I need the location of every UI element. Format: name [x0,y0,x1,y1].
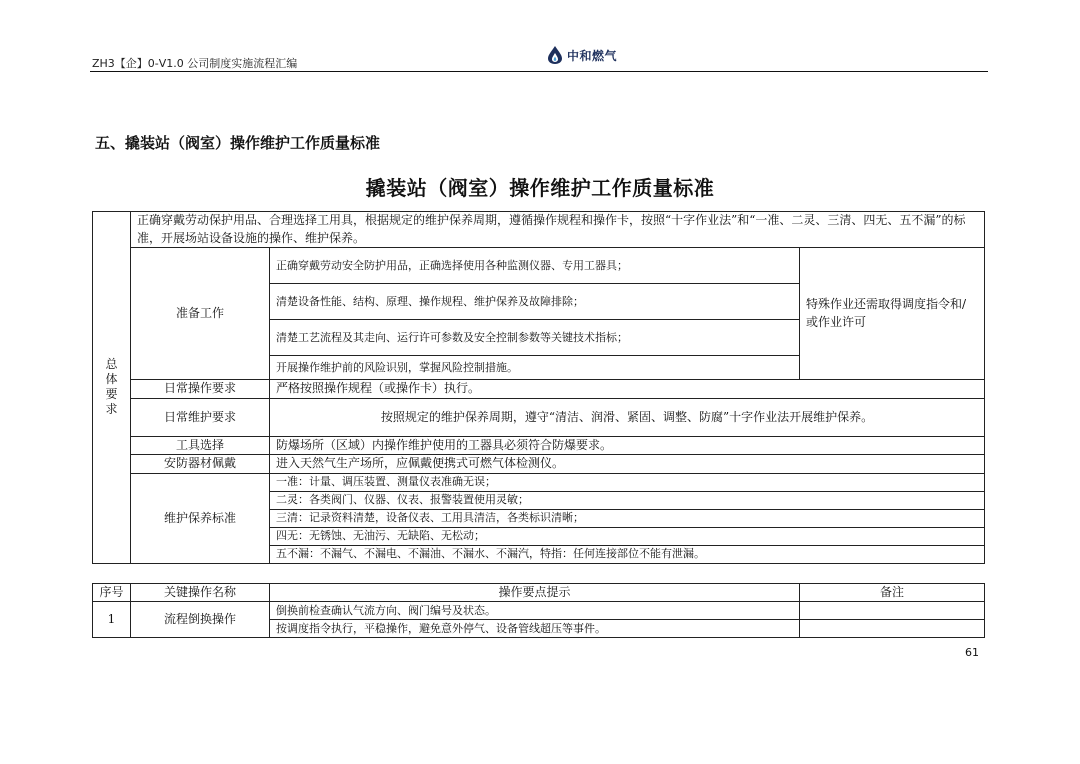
standards-table [92,211,985,564]
col-header-name: 关键操作名称 [131,584,270,602]
tools-text: 防爆场所（区域）内操作维护使用的工器具必须符合防爆要求。 [270,437,985,455]
header-doc-code: ZH3【企】0-V1.0 公司制度实施流程汇编 [92,57,298,70]
logo-text: 中和燃气 [567,48,618,63]
row-operation-name: 流程倒换操作 [131,602,270,638]
daily-op-text: 严格按照操作规程（或操作卡）执行。 [270,380,985,399]
row-point-1: 倒换前检查确认气流方向、阀门编号及状态。 [270,602,800,620]
col-header-notes: 备注 [800,584,985,602]
col-header-no: 序号 [93,584,131,602]
prep-item-2: 清楚设备性能、结构、原理、操作规程、维护保养及故障排除； [270,284,800,320]
maint-std-item-4: 四无：无锈蚀、无油污、无缺陷、无松动； [270,527,985,545]
prep-item-1: 正确穿戴劳动安全防护用品，正确选择使用各种监测仪器、专用工器具； [270,248,800,284]
col-header-points: 操作要点提示 [270,584,800,602]
daily-maint-label: 日常维护要求 [131,399,270,437]
row-note-2 [800,620,985,638]
prep-item-3: 清楚工艺流程及其走向、运行许可参数及安全控制参数等关键技术指标； [270,320,800,356]
daily-op-label: 日常操作要求 [131,380,270,399]
prep-note: 特殊作业还需取得调度指令和/或作业许可 [800,248,985,380]
prep-label: 准备工作 [131,248,270,380]
company-logo [546,45,617,65]
maint-std-item-1: 一准：计量、调压装置、测量仪表准确无误； [270,473,985,491]
maint-std-item-5: 五不漏：不漏气、不漏电、不漏油、不漏水、不漏汽，特指：任何连接部位不能有泄漏。 [270,545,985,563]
document-title: 撬装站（阀室）操作维护工作质量标准 [365,176,715,200]
group-label-overall: 总 体 要 求 [93,212,131,564]
section-heading: 五、撬装站（阀室）操作维护工作质量标准 [95,134,381,152]
tools-label: 工具选择 [131,437,270,455]
page-number: 61 [965,646,979,659]
key-operations-table [92,583,985,638]
safety-label: 安防器材佩戴 [131,455,270,473]
daily-maint-text: 按照规定的维护保养周期，遵守“清洁、润滑、紧固、调整、防腐”十字作业法开展维护保养。 [270,399,985,437]
maint-std-label: 维护保养标准 [131,473,270,563]
header-divider [90,71,988,72]
safety-text: 进入天然气生产场所，应佩戴便携式可燃气体检测仪。 [270,455,985,473]
maint-std-item-3: 三清：记录资料清楚，设备仪表、工用具清洁，各类标识清晰； [270,509,985,527]
prep-item-4: 开展操作维护前的风险识别，掌握风险控制措施。 [270,356,800,380]
flame-drop-icon [546,45,564,65]
row-no: 1 [93,602,131,638]
row-note-1 [800,602,985,620]
intro-text: 正确穿戴劳动保护用品、合理选择工用具，根据规定的维护保养周期，遵循操作规程和操作卡，按照“十字作业法”和“一准、二灵、三清、四无、五不漏”的标准，开展场站设备设施的操作、维护保养。 [131,212,985,248]
maint-std-item-2: 二灵：各类阀门、仪器、仪表、报警装置使用灵敏； [270,491,985,509]
row-point-2: 按调度指令执行，平稳操作，避免意外停气、设备管线超压等事件。 [270,620,800,638]
